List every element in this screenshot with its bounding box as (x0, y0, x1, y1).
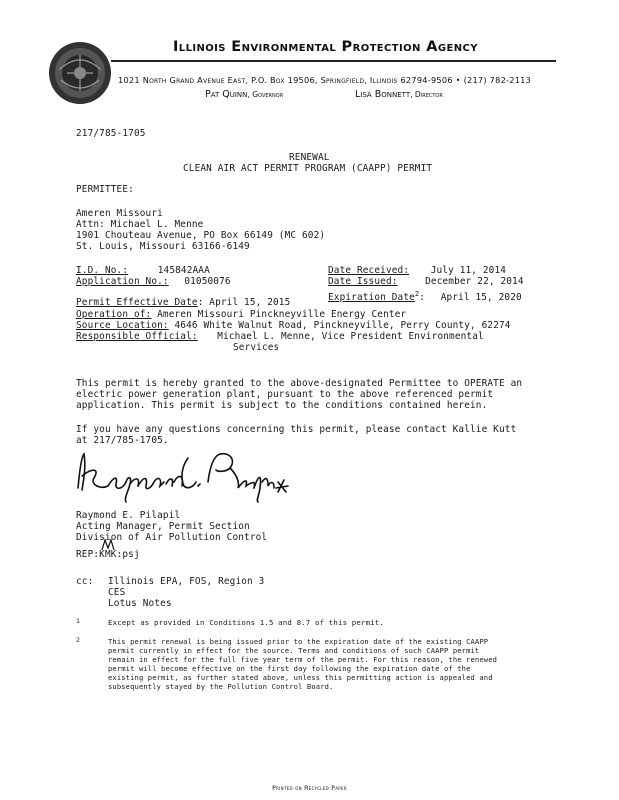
id-number-value: 145842AAA (157, 265, 210, 276)
governor-title: , Governor (247, 90, 284, 99)
footnote-marker: 2 (76, 636, 81, 644)
cc-label: cc: (76, 576, 94, 587)
date-issued-label: Date Issued: (328, 276, 398, 287)
contact-line: If you have any questions concerning this permit, please contact Kallie Kutt (76, 424, 517, 435)
signer-name: Raymond E. Pilapil (76, 510, 181, 521)
footnote-text: remain in effect for the full five year term of the permit. For this reason, the renewed (108, 655, 498, 664)
footnote-text: Except as provided in Conditions 1.5 and 8.7 of this permit. (108, 618, 384, 627)
permittee-line: 1901 Chouteau Avenue, PO Box 66149 (MC 602) (76, 230, 326, 241)
heading-program: CLEAN AIR ACT PERMIT PROGRAM (CAAPP) PERMIT (183, 163, 433, 174)
effective-date-value: April 15, 2015 (209, 297, 291, 308)
date-issued-row (328, 276, 524, 287)
director-title: , Director (410, 90, 443, 99)
responsible-official-value-cont: Services (233, 342, 280, 353)
director-name: Lisa Bonnett (355, 89, 411, 100)
letterhead-rule (111, 60, 556, 62)
permittee-line: Ameren Missouri (76, 208, 163, 219)
footnote-text: existing permit, as further stated above, unless this permitting action is appealed and (108, 673, 493, 682)
footer-recycled: Printed on Recycled Paper (272, 785, 347, 792)
phone-reference: 217/785-1705 (76, 128, 146, 139)
director-line (355, 89, 443, 100)
footnote-text: permit currently in effect for the source. Terms and conditions of such CAAPP permit (108, 646, 480, 655)
application-number-value: 01050076 (184, 276, 231, 287)
reference-initials: REP:KMK:psj (76, 549, 140, 560)
source-location-value: 4646 White Walnut Road, Pinckneyville, Perry County, 62274 (174, 320, 511, 331)
governor-name: Pat Quinn (205, 89, 248, 100)
agency-address: 1021 North Grand Avenue East, P.O. Box 19506, Springfield, Illinois 62794-9506 • (217) 782-2113 (118, 75, 532, 85)
effective-date-row: Permit Effective Date: April 15, 2015 (76, 297, 291, 308)
contact-line: at 217/785-1705. (76, 435, 169, 446)
handwritten-signature (70, 446, 300, 506)
signer-title: Acting Manager, Permit Section (76, 521, 250, 532)
responsible-official-row (76, 331, 484, 342)
operation-label: Operation of: (76, 309, 152, 320)
application-number-label: Application No.: (76, 276, 169, 287)
footnote-marker: 1 (76, 617, 81, 625)
responsible-official-value: Michael L. Menne, Vice President Environmental (217, 331, 484, 342)
footnote-text: permit will become effective on the first day following the expiration date of the (108, 664, 471, 673)
date-received-row (328, 265, 506, 276)
footnote-text: This permit renewal is being issued prior to the expiration date of the existing CAAPP (108, 637, 489, 646)
cc-line: Illinois EPA, FOS, Region 3 (108, 576, 265, 587)
cc-line: Lotus Notes (108, 598, 172, 609)
signer-division: Division of Air Pollution Control (76, 532, 268, 543)
agency-name: Illinois Environmental Protection Agency (173, 39, 478, 55)
expiration-date-row: Expiration Date$^2$: April 15, 2020 (328, 290, 522, 304)
id-number-label: I.D. No.: (76, 265, 129, 276)
date-issued-value: December 22, 2014 (425, 276, 524, 287)
date-received-value: July 11, 2014 (430, 265, 507, 276)
date-received-label: Date Received: (328, 265, 410, 276)
operation-value: Ameren Missouri Pinckneyville Energy Center (157, 309, 407, 320)
application-number-row (76, 276, 231, 287)
body-line: electric power generation plant, pursuant to the above referenced permit (76, 389, 494, 400)
permittee-label: PERMITTEE: (76, 184, 134, 195)
source-location-row (76, 320, 511, 331)
permittee-line: Attn: Michael L. Menne (76, 219, 204, 230)
effective-date-label: Permit Effective Date (76, 297, 198, 308)
operation-row (76, 309, 406, 320)
body-line: application. This permit is subject to the conditions contained herein. (76, 400, 488, 411)
source-location-label: Source Location: (76, 320, 169, 331)
expiration-date-value: April 15, 2020 (440, 292, 522, 304)
permittee-line: St. Louis, Missouri 63166-6149 (76, 241, 250, 252)
state-seal-logo (47, 40, 113, 106)
expiration-date-label: Expiration Date (328, 292, 415, 304)
responsible-official-label: Responsible Official: (76, 331, 198, 342)
heading-renewal: RENEWAL (289, 152, 330, 163)
governor-line (205, 89, 283, 100)
body-line: This permit is hereby granted to the above-designated Permittee to OPERATE an (76, 378, 523, 389)
cc-line: CES (108, 587, 126, 598)
footnote-text: subsequently stayed by the Pollution Control Board. (108, 682, 334, 691)
id-number-row (76, 265, 210, 276)
